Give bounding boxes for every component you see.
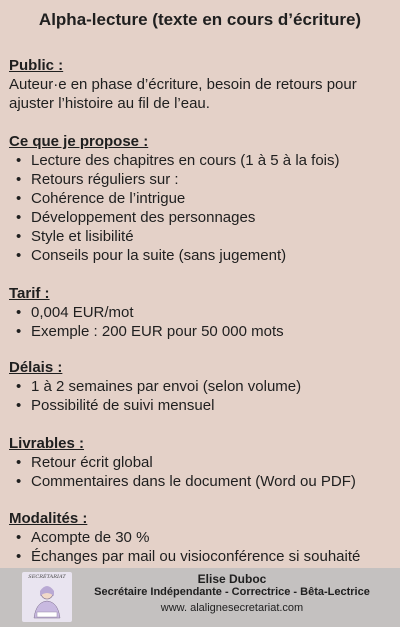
list-item-text: Retours réguliers sur : xyxy=(31,171,179,188)
footer xyxy=(0,568,400,627)
list-item-text: Retour écrit global xyxy=(31,454,153,471)
section-tarif xyxy=(9,284,394,341)
list-item xyxy=(9,151,394,170)
list-item xyxy=(9,396,394,415)
list-item xyxy=(9,170,394,189)
page-title: Alpha-lecture (texte en cours d’écriture) xyxy=(38,10,362,29)
list-item xyxy=(9,227,394,246)
bullet-icon: • xyxy=(16,548,22,565)
list-item-text: Acompte de 30 % xyxy=(31,529,150,546)
list-item-text: Cohérence de l’intrigue xyxy=(31,190,186,207)
list-item xyxy=(9,322,394,341)
list-item xyxy=(9,453,394,472)
bullet-icon: • xyxy=(16,209,22,226)
footer-tagline: Secrétaire Indépendante - Correctrice - Bêta-Lectrice xyxy=(94,586,370,598)
list-item xyxy=(9,472,394,491)
livrables-heading: Livrables : xyxy=(9,435,85,452)
section-delais xyxy=(9,358,394,415)
bullet-icon: • xyxy=(16,378,22,395)
public-heading: Public : xyxy=(9,57,64,74)
bullet-icon: • xyxy=(16,397,22,414)
section-livrables xyxy=(9,434,394,491)
list-item xyxy=(9,189,394,208)
logo xyxy=(22,572,72,622)
section-modalites xyxy=(9,509,394,566)
section-propose xyxy=(9,132,394,265)
bullet-icon: • xyxy=(16,228,22,245)
list-item xyxy=(9,246,394,265)
list-item-text: Développement des personnages xyxy=(31,209,256,226)
bullet-icon: • xyxy=(16,323,22,340)
list-item xyxy=(9,528,394,547)
list-item-text: Exemple : 200 EUR pour 50 000 mots xyxy=(31,323,284,340)
bullet-icon: • xyxy=(16,190,22,207)
list-item-text: Lecture des chapitres en cours (1 à 5 à la fois) xyxy=(31,152,340,169)
logo-text: SECRÉTARIAT xyxy=(28,574,66,580)
person-illustration-icon xyxy=(22,572,72,622)
list-item-text: 1 à 2 semaines par envoi (selon volume) xyxy=(31,378,302,395)
bullet-icon: • xyxy=(16,247,22,264)
section-public xyxy=(9,56,394,113)
list-item-text: Possibilité de suivi mensuel xyxy=(31,397,215,414)
list-item-text: Commentaires dans le document (Word ou PDF) xyxy=(31,473,356,490)
propose-heading: Ce que je propose : xyxy=(9,133,149,150)
list-item-text: Échanges par mail ou visioconférence si souhaité xyxy=(31,548,361,565)
list-item-text: Style et lisibilité xyxy=(31,228,134,245)
footer-website-link[interactable]: www. alalignesecretariat.com xyxy=(160,602,304,614)
list-item xyxy=(9,208,394,227)
bullet-icon: • xyxy=(16,171,22,188)
bullet-icon: • xyxy=(16,454,22,471)
bullet-icon: • xyxy=(16,304,22,321)
list-item-text: Conseils pour la suite (sans jugement) xyxy=(31,247,287,264)
bullet-icon: • xyxy=(16,152,22,169)
list-item xyxy=(9,377,394,396)
list-item xyxy=(9,303,394,322)
delais-heading: Délais : xyxy=(9,359,63,376)
bullet-icon: • xyxy=(16,529,22,546)
modalites-heading: Modalités : xyxy=(9,510,88,527)
public-text: Auteur·e en phase d’écriture, besoin de retours pour ajuster l’histoire au fil de l’eau. xyxy=(9,76,357,112)
footer-name: Elise Duboc xyxy=(197,572,267,586)
list-item-text: 0,004 EUR/mot xyxy=(31,304,134,321)
list-item xyxy=(9,547,394,566)
tarif-heading: Tarif : xyxy=(9,285,50,302)
bullet-icon: • xyxy=(16,473,22,490)
